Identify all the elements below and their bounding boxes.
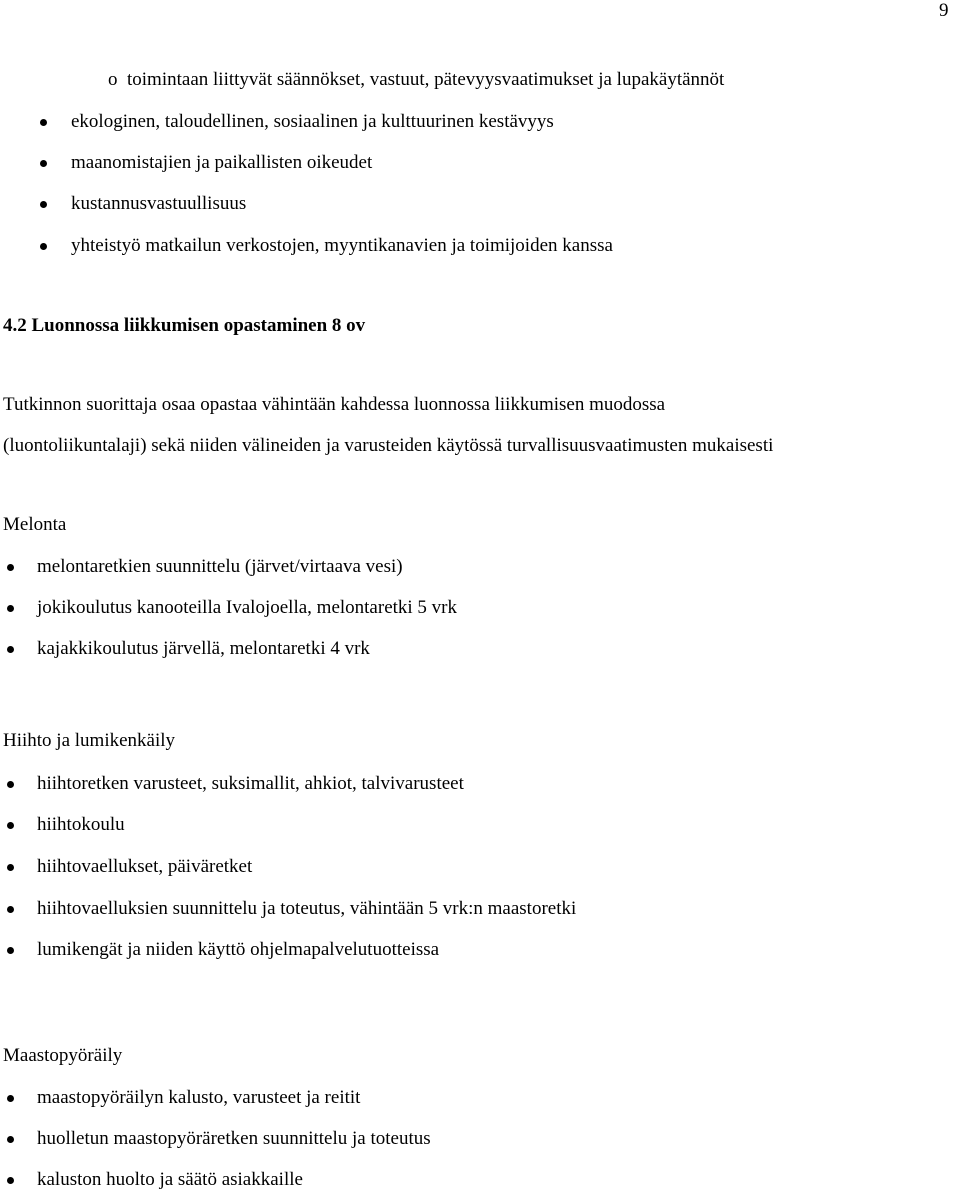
bullet-icon bbox=[7, 906, 14, 913]
sub-list-item: toimintaan liittyvät säännökset, vastuut, pätevyysvaatimukset ja lupakäytännöt bbox=[127, 69, 725, 90]
list-item: lumikengät ja niiden käyttö ohjelmapalvelutuotteissa bbox=[37, 939, 440, 960]
list-item: kustannusvastuullisuus bbox=[71, 193, 247, 214]
list-item: hiihtokoulu bbox=[37, 814, 125, 835]
list-item: maanomistajien ja paikallisten oikeudet bbox=[71, 152, 373, 173]
intro-line: (luontoliikuntalaji) sekä niiden välineiden ja varusteiden käytössä turvallisuusvaatimusten mukaisesti bbox=[3, 435, 774, 456]
sub-list-marker: o bbox=[108, 69, 118, 90]
bullet-icon bbox=[7, 947, 14, 954]
bullet-icon bbox=[7, 1095, 14, 1102]
list-item: melontaretkien suunnittelu (järvet/virtaava vesi) bbox=[37, 556, 403, 577]
list-item: hiihtoretken varusteet, suksimallit, ahkiot, talvivarusteet bbox=[37, 773, 464, 794]
group-title-maastopyoraily: Maastopyöräily bbox=[3, 1045, 123, 1066]
group-title-melonta: Melonta bbox=[3, 514, 67, 535]
page-number: 9 bbox=[939, 0, 949, 21]
list-item: maastopyöräilyn kalusto, varusteet ja reitit bbox=[37, 1087, 361, 1108]
bullet-icon bbox=[40, 243, 47, 250]
bullet-icon bbox=[7, 646, 14, 653]
bullet-icon bbox=[40, 119, 47, 126]
bullet-icon bbox=[7, 1177, 14, 1184]
list-item: kajakkikoulutus järvellä, melontaretki 4 vrk bbox=[37, 638, 370, 659]
bullet-icon bbox=[7, 605, 14, 612]
list-item: kaluston huolto ja säätö asiakkaille bbox=[37, 1169, 303, 1190]
list-item: ekologinen, taloudellinen, sosiaalinen ja kulttuurinen kestävyys bbox=[71, 111, 554, 132]
bullet-icon bbox=[40, 201, 47, 208]
list-item: hiihtovaellukset, päiväretket bbox=[37, 856, 253, 877]
list-item: yhteistyö matkailun verkostojen, myyntikanavien ja toimijoiden kanssa bbox=[71, 235, 613, 256]
bullet-icon bbox=[40, 160, 47, 167]
list-item: hiihtovaelluksien suunnittelu ja toteutus, vähintään 5 vrk:n maastoretki bbox=[37, 898, 577, 919]
bullet-icon bbox=[7, 1136, 14, 1143]
intro-line: Tutkinnon suorittaja osaa opastaa vähintään kahdessa luonnossa liikkumisen muodossa bbox=[3, 394, 666, 415]
list-item: jokikoulutus kanooteilla Ivalojoella, melontaretki 5 vrk bbox=[37, 597, 458, 618]
bullet-icon bbox=[7, 564, 14, 571]
bullet-icon bbox=[7, 864, 14, 871]
group-title-hiihto: Hiihto ja lumikenkäily bbox=[3, 730, 176, 751]
section-heading: 4.2 Luonnossa liikkumisen opastaminen 8 ov bbox=[3, 315, 366, 336]
bullet-icon bbox=[7, 781, 14, 788]
bullet-icon bbox=[7, 822, 14, 829]
list-item: huolletun maastopyöräretken suunnittelu ja toteutus bbox=[37, 1128, 431, 1149]
